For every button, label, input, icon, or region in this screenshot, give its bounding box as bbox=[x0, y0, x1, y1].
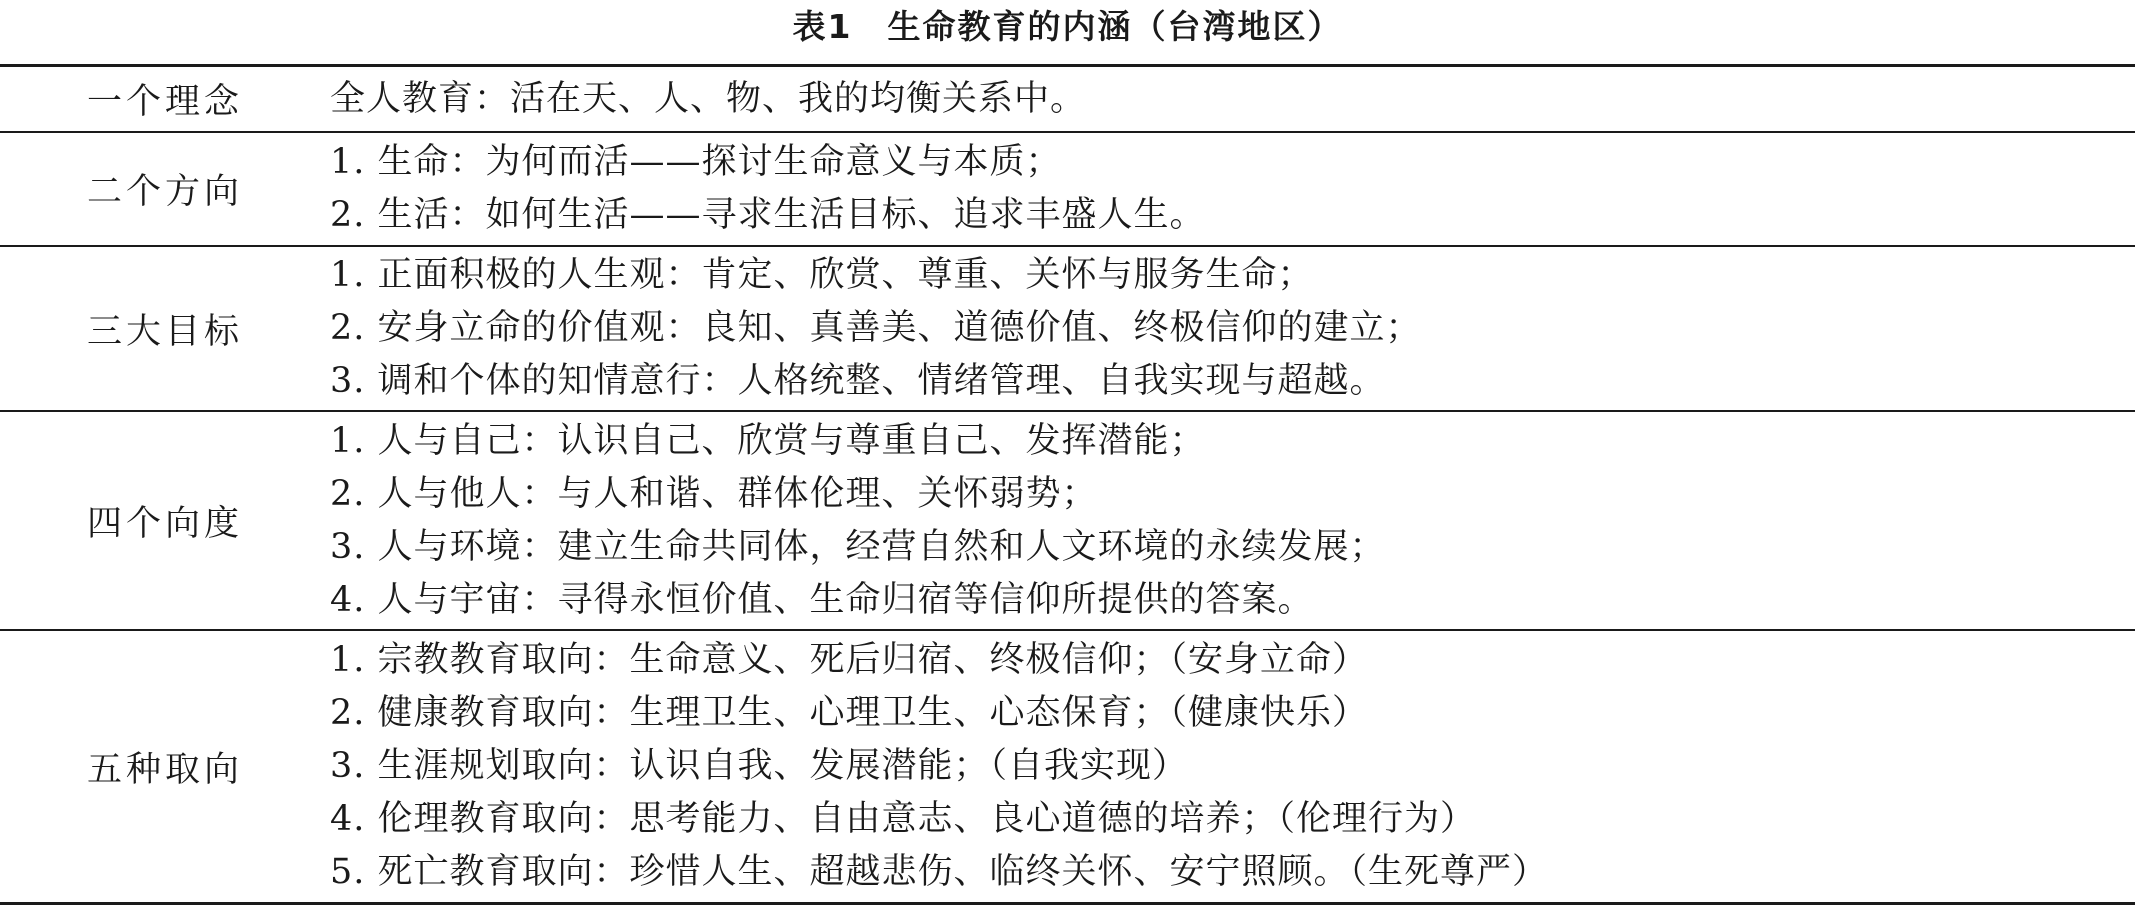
row-label: 五种取向 bbox=[86, 749, 243, 790]
table-row-goals bbox=[0, 247, 2135, 412]
row-line: 2. 人与他人：与人和谐、群体伦理、关怀弱势； bbox=[330, 473, 1098, 514]
row-label: 一个理念 bbox=[86, 82, 243, 122]
row-content bbox=[330, 409, 2135, 633]
row-line: 3. 调和个体的知情意行：人格统整、情绪管理、自我实现与超越。 bbox=[330, 361, 1386, 401]
row-line: 3. 人与环境：建立生命共同体，经营自然和人文环境的永续发展； bbox=[330, 526, 1386, 567]
table-row-dimensions bbox=[0, 412, 2135, 631]
row-content bbox=[330, 243, 2135, 414]
table-row-orientations bbox=[0, 631, 2135, 902]
row-line: 2. 安身立命的价值观：良知、真善美、道德价值、终极信仰的建立； bbox=[330, 308, 1422, 348]
table-row-concept bbox=[0, 67, 2135, 133]
row-line: 2. 生活：如何生活——寻求生活目标、追求丰盛人生。 bbox=[330, 195, 1206, 235]
row-line: 1. 正面积极的人生观：肯定、欣赏、尊重、关怀与服务生命； bbox=[330, 255, 1314, 295]
table-row-directions bbox=[0, 133, 2135, 247]
row-line: 5. 死亡教育取向：珍惜人生、超越悲伤、临终关怀、安宁照顾。（生死尊严） bbox=[330, 852, 1549, 892]
row-content bbox=[330, 628, 2135, 905]
row-content bbox=[330, 67, 2135, 132]
row-label: 三大目标 bbox=[86, 311, 243, 352]
row-label: 二个方向 bbox=[86, 172, 243, 212]
row-line: 3. 生涯规划取向：认识自我、发展潜能；（自我实现） bbox=[330, 746, 1189, 786]
row-content bbox=[330, 130, 2135, 248]
row-line: 4. 人与宇宙：寻得永恒价值、生命归宿等信仰所提供的答案。 bbox=[330, 579, 1314, 620]
row-line: 4. 伦理教育取向：思考能力、自由意志、良心道德的培养；（伦理行为） bbox=[330, 799, 1477, 839]
row-line: 1. 人与自己：认识自己、欣赏与尊重自己、发挥潜能； bbox=[330, 420, 1206, 461]
content-table bbox=[0, 64, 2135, 905]
row-line: 2. 健康教育取向：生理卫生、心理卫生、心态保育；（健康快乐） bbox=[330, 693, 1369, 733]
row-line: 1. 宗教教育取向：生命意义、死后归宿、终极信仰；（安身立命） bbox=[330, 640, 1369, 680]
row-line: 1. 生命：为何而活——探讨生命意义与本质； bbox=[330, 142, 1062, 182]
row-label: 四个向度 bbox=[86, 503, 243, 544]
row-line: 全人教育：活在天、人、物、我的均衡关系中。 bbox=[330, 78, 1087, 119]
table-title: 表1 生命教育的内涵（台湾地区） bbox=[792, 7, 1343, 46]
